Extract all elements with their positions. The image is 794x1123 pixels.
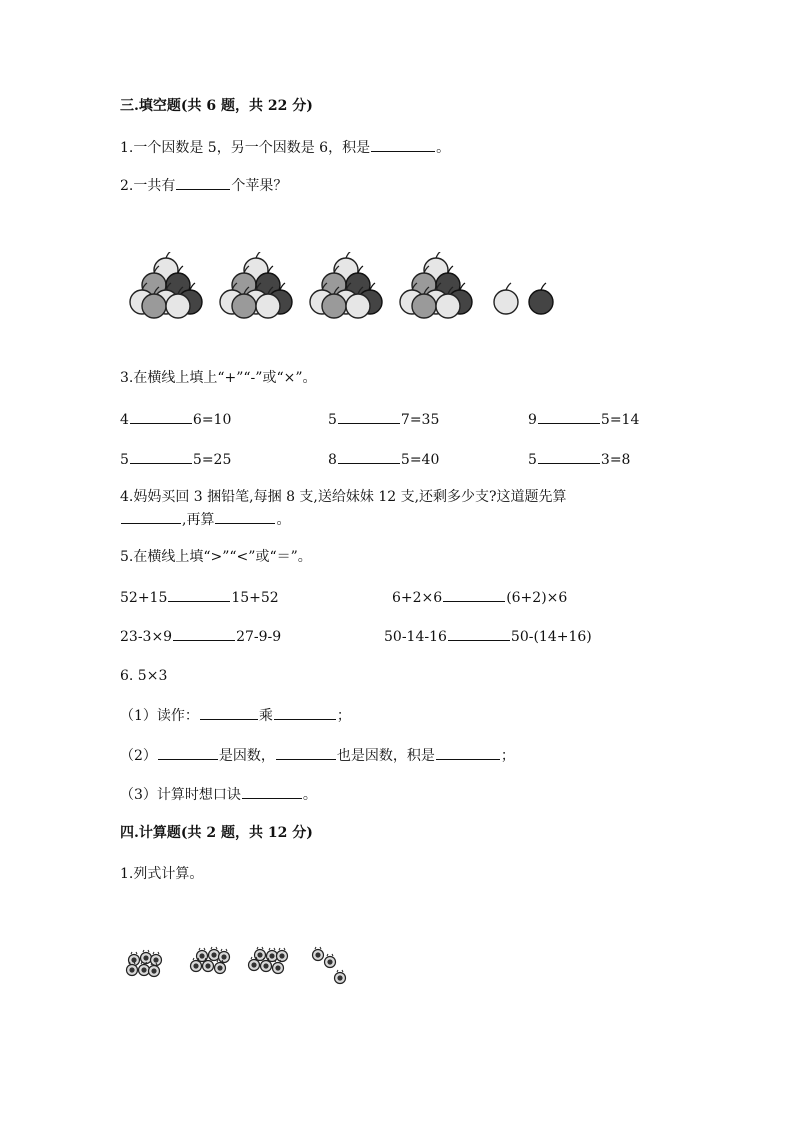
equation-item [328, 409, 439, 430]
answer-blank[interactable] [130, 409, 192, 424]
question-4-line-2 [120, 509, 290, 530]
section4-question-1: 1.列式计算。 [120, 866, 204, 882]
equation-item [120, 449, 231, 470]
equation-right: 5=25 [192, 452, 232, 468]
question-2-text-a: 2.一共有 [120, 178, 176, 194]
part-3-end: 。 [302, 787, 317, 803]
candy-group-icon [191, 947, 230, 974]
comparison-right: 50-(14+16) [510, 629, 592, 645]
section4-title: 四.计算题(共 2 题，共 12 分) [120, 825, 313, 841]
answer-blank[interactable] [436, 745, 500, 760]
apple-pile-icon [220, 252, 292, 318]
answer-blank[interactable] [242, 784, 302, 799]
candy-group-icon [249, 947, 288, 974]
equation-left: 5 [328, 412, 337, 428]
equation-right: 6=10 [192, 412, 232, 428]
equation-right: 5=14 [600, 412, 640, 428]
comparison-right: 27-9-9 [236, 629, 282, 645]
equation-item [528, 409, 639, 430]
comparison-right: 15+52 [231, 590, 279, 606]
question-1-text: 1.一个因数是 5，另一个因数是 6，积是 [120, 140, 371, 156]
question-2 [120, 175, 287, 196]
question-2-text-b: 个苹果？ [231, 178, 288, 194]
answer-blank[interactable] [158, 745, 218, 760]
answer-blank[interactable] [448, 626, 510, 641]
question-6-title: 6. 5×3 [120, 668, 168, 684]
candy-group-icon [313, 947, 346, 984]
answer-blank[interactable] [443, 587, 505, 602]
answer-blank[interactable] [538, 409, 600, 424]
part-2-text-b: 是因数， [218, 748, 275, 764]
answer-blank[interactable] [200, 705, 258, 720]
answer-blank[interactable] [338, 449, 400, 464]
answer-blank[interactable] [168, 587, 230, 602]
equation-item [528, 449, 630, 470]
comparison-left: 50-14-16 [384, 629, 447, 645]
question-1-end: 。 [436, 140, 451, 156]
apple-pile-icon [400, 252, 472, 318]
comparison-left: 6+2×6 [392, 590, 443, 606]
answer-blank[interactable] [176, 175, 230, 190]
comparison-item [120, 626, 281, 647]
equation-left: 5 [528, 452, 537, 468]
question-5-instruction: 5.在横线上填“>”“<”或“＝”。 [120, 549, 312, 565]
answer-blank[interactable] [173, 626, 235, 641]
part-2-label: （2） [120, 748, 157, 764]
apple-icon [529, 283, 553, 314]
question-4-end: 。 [276, 512, 291, 528]
apple-icon [494, 283, 518, 314]
answer-blank[interactable] [274, 705, 336, 720]
answer-blank[interactable] [121, 509, 181, 524]
candy-group-icon [127, 950, 162, 977]
equation-left: 4 [120, 412, 129, 428]
equation-right: 7=35 [400, 412, 440, 428]
answer-blank[interactable] [130, 449, 192, 464]
comparison-right: (6+2)×6 [506, 590, 568, 606]
equation-item [120, 409, 231, 430]
part-1-mid: 乘 [258, 708, 273, 724]
section3-title: 三.填空题(共 6 题，共 22 分) [120, 98, 313, 114]
equation-left: 5 [120, 452, 129, 468]
part-3-label: （3）计算时想口诀 [120, 787, 241, 803]
question-3-instruction: 3.在横线上填上“+”“-”或“×”。 [120, 370, 317, 386]
part-2-text-c: 也是因数，积是 [336, 748, 435, 764]
comparison-item [120, 587, 279, 608]
question-1 [120, 137, 450, 158]
comparison-left: 23-3×9 [120, 629, 173, 645]
equation-right: 5=40 [400, 452, 440, 468]
equation-left: 9 [528, 412, 537, 428]
question-6-part-1 [120, 705, 351, 726]
apple-pile-icon [130, 252, 202, 318]
question-4-line-1: 4.妈妈买回 3 捆铅笔,每捆 8 支,送给妹妹 12 支,还剩多少支?这道题先算 [120, 489, 567, 505]
equation-item [328, 449, 439, 470]
part-1-end: ； [336, 708, 351, 724]
comparison-item [384, 626, 592, 647]
answer-blank[interactable] [538, 449, 600, 464]
answer-blank[interactable] [215, 509, 275, 524]
answer-blank[interactable] [371, 137, 435, 152]
comparison-left: 52+15 [120, 590, 168, 606]
equation-right: 3=8 [600, 452, 631, 468]
answer-blank[interactable] [276, 745, 336, 760]
part-1-label: （1）读作： [120, 708, 199, 724]
comparison-item [392, 587, 567, 608]
equation-left: 8 [328, 452, 337, 468]
question-4-mid: ,再算 [182, 512, 215, 528]
part-2-end: ； [500, 748, 515, 764]
apples-illustration [128, 252, 568, 328]
question-6-part-3 [120, 784, 317, 805]
answer-blank[interactable] [338, 409, 400, 424]
candies-illustration [118, 940, 358, 992]
apple-pile-icon [310, 252, 382, 318]
question-6-part-2 [120, 745, 515, 766]
